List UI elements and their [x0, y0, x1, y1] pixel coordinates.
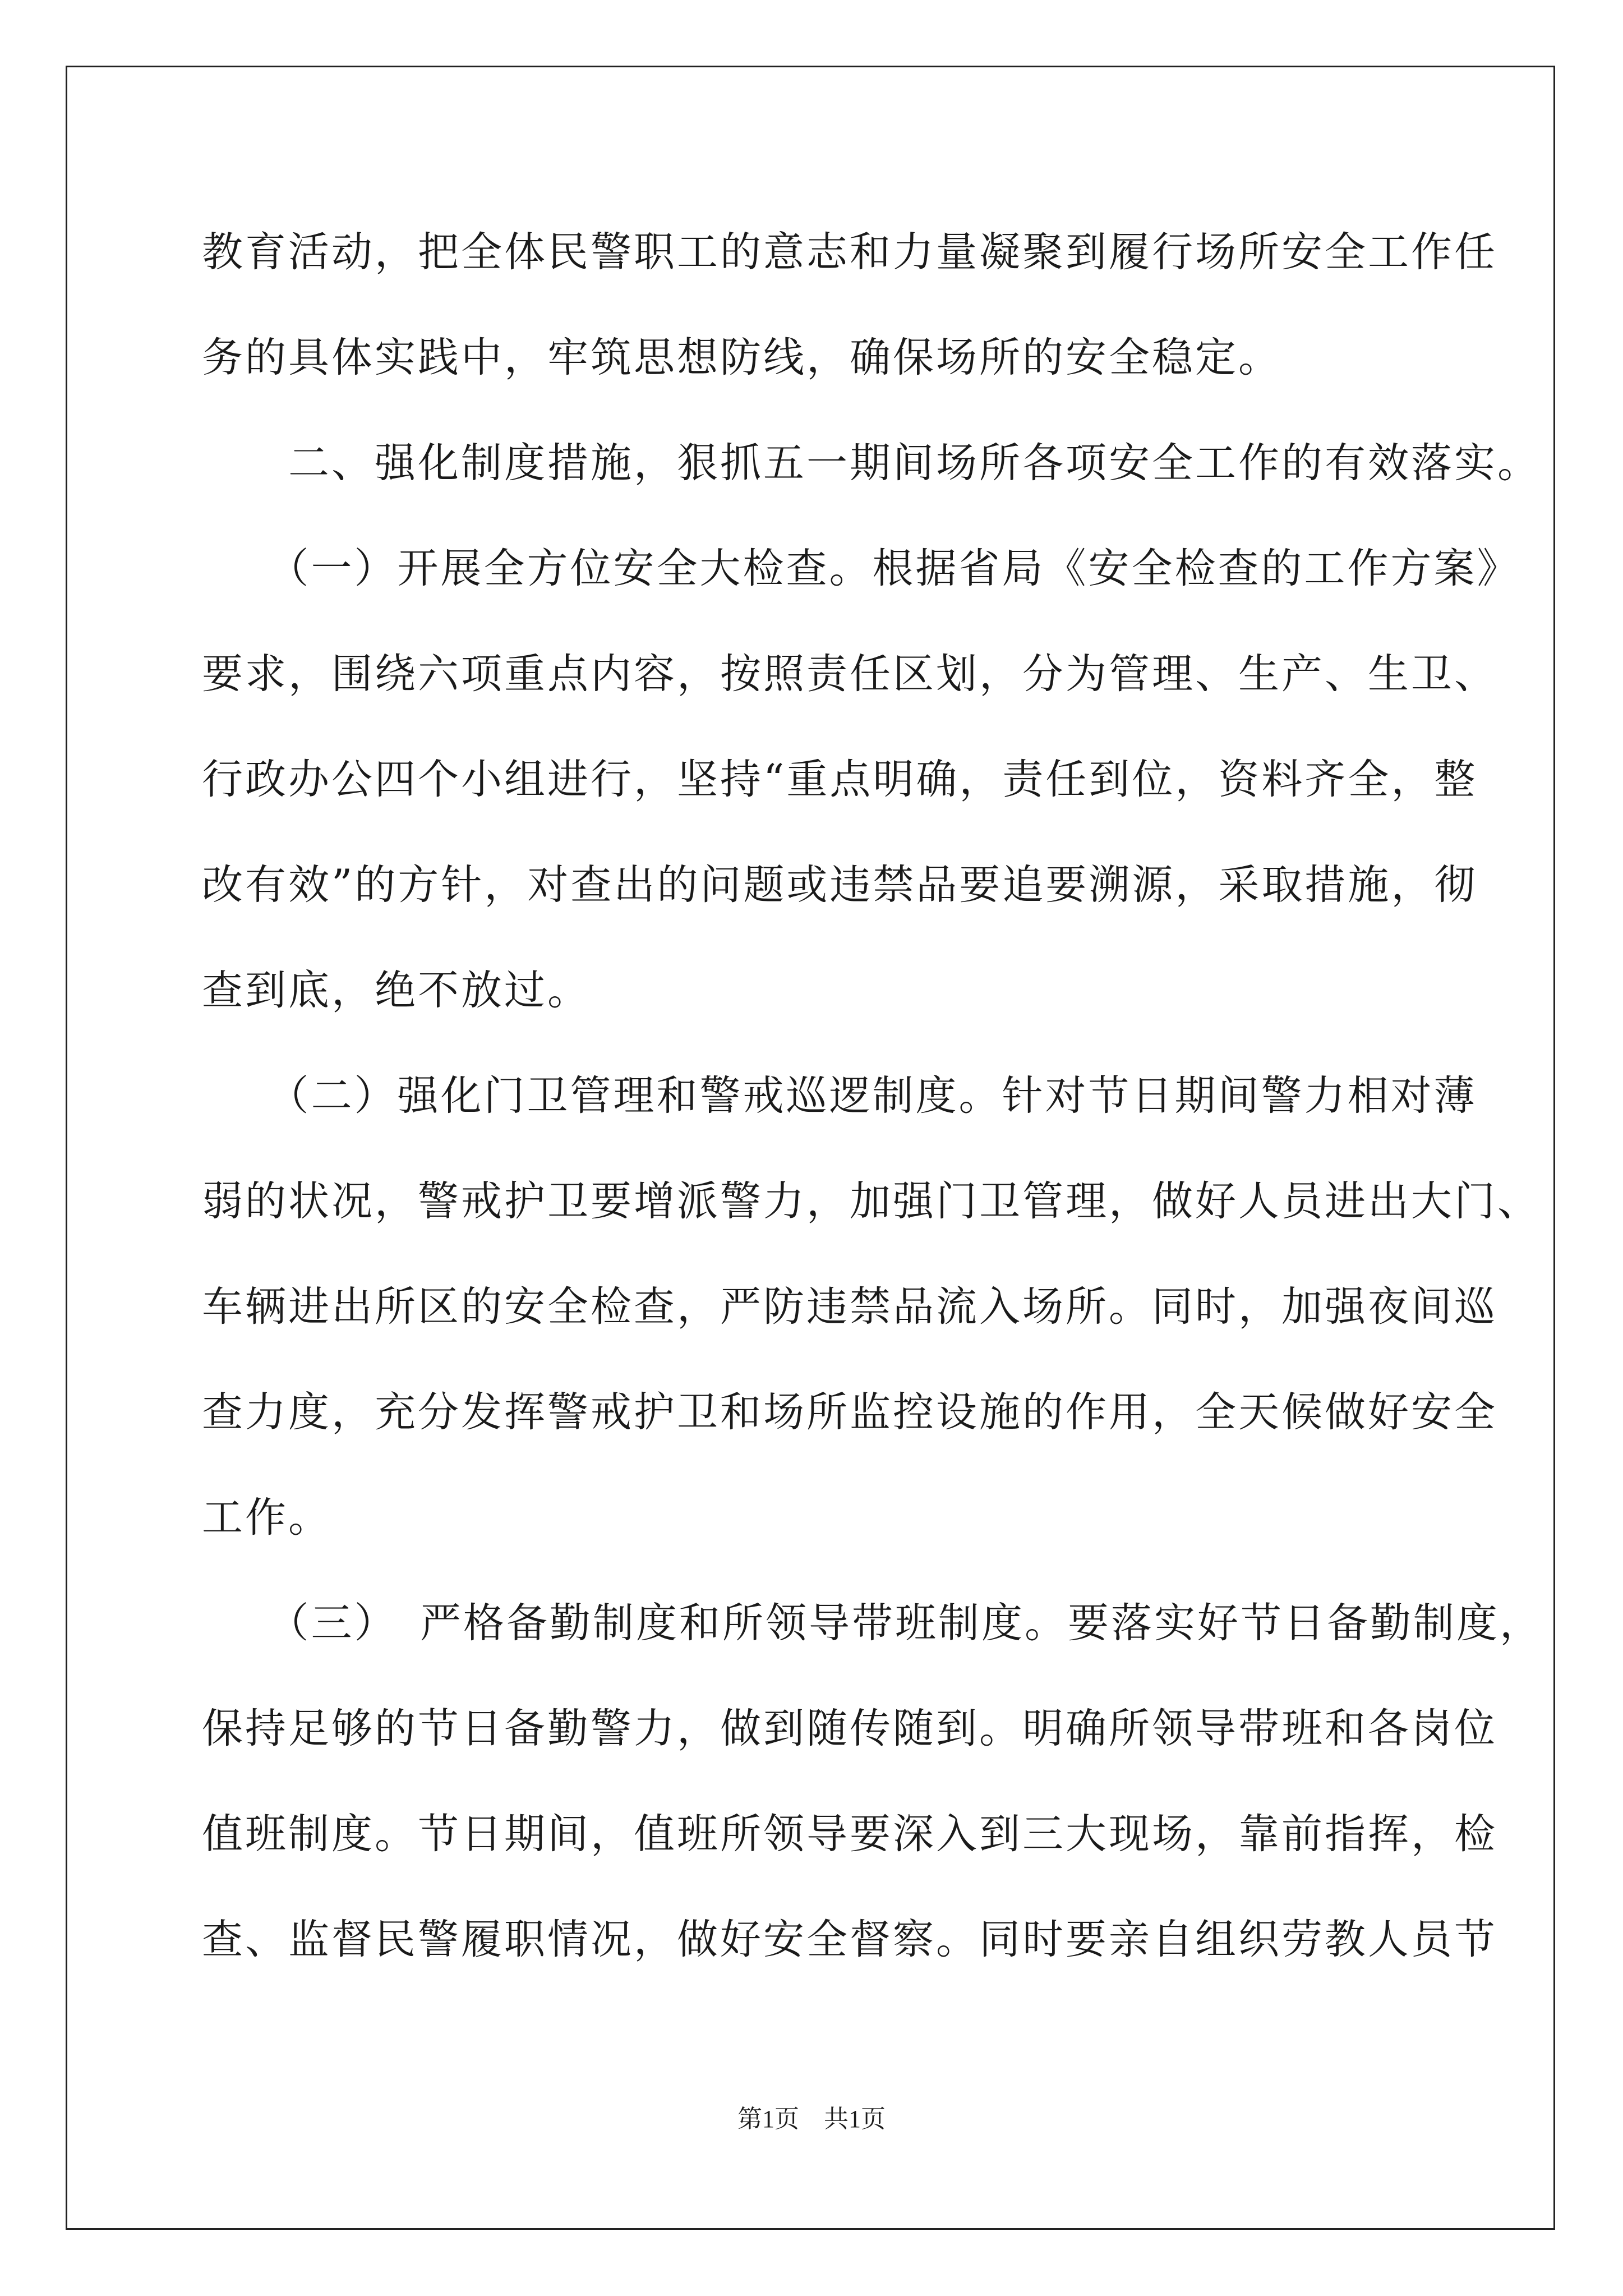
text-line: （二）强化门卫管理和警戒巡逻制度。针对节日期间警力相对薄: [202, 1072, 1477, 1120]
text-line: 值班制度。节日期间，值班所领导要深入到三大现场，靠前指挥，检: [202, 1810, 1497, 1858]
page-border: [66, 66, 1555, 2230]
text-line: 教育活动，把全体民警职工的意志和力量凝聚到履行场所安全工作任: [202, 228, 1497, 276]
page-number-footer: 第1页 共1页: [737, 2105, 886, 2133]
text-line: 车辆进出所区的安全检查，严防违禁品流入场所。同时，加强夜间巡: [202, 1283, 1497, 1331]
text-line: 查到底，绝不放过。: [202, 967, 591, 1014]
text-line: （一）开展全方位安全大检查。根据省局《安全检查的工作方案》: [202, 545, 1520, 592]
text-line: 二、强化制度措施，狠抓五一期间场所各项安全工作的有效落实。: [202, 439, 1541, 487]
text-line: 要求，围绕六项重点内容，按照责任区划，分为管理、生产、生卫、: [202, 650, 1497, 698]
text-line: 务的具体实践中，牢筑思想防线，确保场所的安全稳定。: [202, 334, 1281, 381]
text-line: 改有效”的方针，对查出的问题或违禁品要追要溯源，采取措施，彻: [202, 861, 1478, 909]
text-line: 行政办公四个小组进行，坚持“重点明确，责任到位，资料齐全，整: [202, 756, 1478, 803]
text-line: 弱的状况，警戒护卫要增派警力，加强门卫管理，做好人员进出大门、: [202, 1177, 1541, 1225]
text-line: 查力度，充分发挥警戒护卫和场所监控设施的作用，全天候做好安全: [202, 1388, 1497, 1436]
text-line: 工作。: [202, 1494, 331, 1542]
text-line: （三） 严格备勤制度和所领导带班制度。要落实好节日备勤制度，: [202, 1599, 1543, 1647]
text-line: 查、监督民警履职情况，做好安全督察。同时要亲自组织劳教人员节: [202, 1916, 1497, 1963]
text-line: 保持足够的节日备勤警力，做到随传随到。明确所领导带班和各岗位: [202, 1705, 1497, 1752]
